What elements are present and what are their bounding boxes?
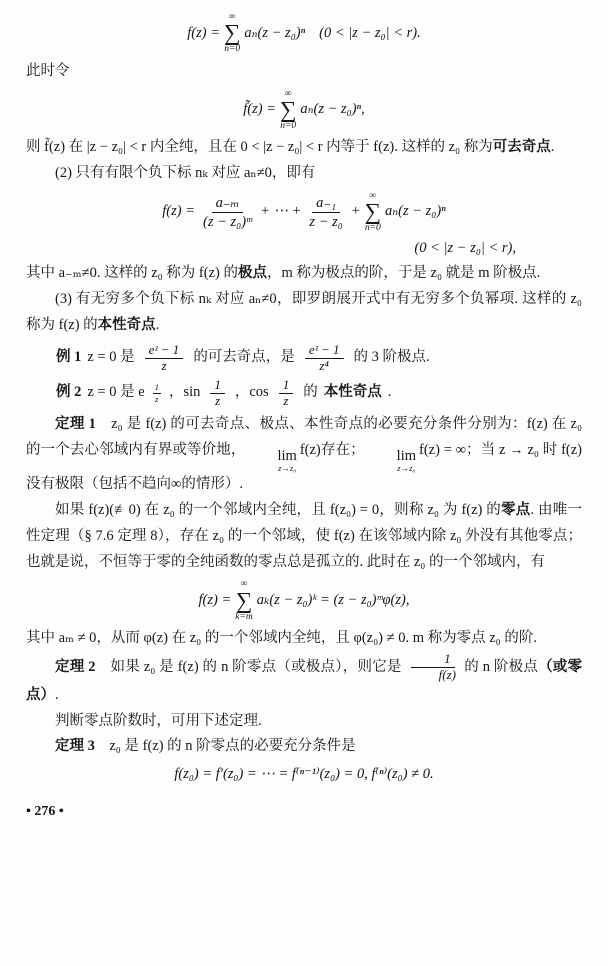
theorem-2 <box>26 652 582 709</box>
sum-upper-limit: ∞ <box>284 88 292 99</box>
text-segment: 的 n 阶极点 <box>463 658 539 675</box>
text-segment: z = 0 是 <box>87 349 135 366</box>
formula-condition: (0 < |z − z₀| < r). <box>319 24 421 41</box>
sigma-glyph: ∑ <box>364 199 381 225</box>
theorem-3 <box>26 734 582 760</box>
text-segment: ，sin <box>168 384 201 401</box>
text-segment: 的可去奇点，是 <box>193 349 295 366</box>
term-or-zero: （或零点） <box>26 658 583 703</box>
paragraph-let-intro: 此时令 <box>26 62 70 79</box>
sum-upper-limit: ∞ <box>240 579 248 590</box>
fraction-numerator: eᶻ − 1 <box>145 343 184 359</box>
text-segment: f(z)存在； <box>299 442 365 459</box>
fraction-denominator: (z − z₀)ᵐ <box>203 213 253 230</box>
formula-ftilde-series <box>26 89 582 132</box>
text-segment: z₀ 是 f(z) 的可去奇点、极点、本性奇点的必要充分条件分别为：f(z) 在 z₀ 的一个去心邻域内有界或等价地， <box>26 416 583 459</box>
formula-operator: + ⋯ + <box>260 203 302 220</box>
term-pole: 极点 <box>237 265 267 282</box>
paragraph-case2: (2) 只有有限个负下标 nₖ 对应 aₙ≠0，即有 <box>55 165 316 182</box>
lim-glyph: lim <box>396 448 417 465</box>
fraction-numerator: 1 <box>210 378 225 394</box>
theorem-3-label: 定理 3 <box>55 738 95 755</box>
paragraph-removable-singularity <box>26 135 582 161</box>
sum-lower-limit: n=0 <box>280 120 297 131</box>
text-segment: 如果 z₀ 是 f(z) 的 n 阶零点（或极点），则它是 <box>110 658 402 675</box>
fraction-denominator: f(z) <box>438 666 456 682</box>
limit-notation <box>249 449 297 472</box>
term-essential-singularity: 本性奇点 <box>97 316 156 333</box>
fraction <box>305 343 344 374</box>
fraction-denominator: z⁴ <box>319 357 329 373</box>
exponent-fraction <box>153 382 161 403</box>
fraction <box>279 378 294 409</box>
formula-body: aₙ(z − z₀)ⁿ, <box>300 101 365 118</box>
sum-lower-limit: k=m <box>235 611 253 622</box>
text-segment: ，cos <box>234 384 269 401</box>
sigma-glyph: ∑ <box>235 587 253 613</box>
fraction-numerator: a₋₁ <box>312 194 340 213</box>
fraction-numerator: 1 <box>411 652 455 668</box>
fraction <box>199 194 256 231</box>
text-segment: . <box>55 686 59 703</box>
page-number: • 276 • <box>26 804 64 819</box>
text-segment: 如果 f(z)(≢0) 在 z₀ 的一个邻域内全纯，且 f(z₀) = 0，则称 z₀ 为 f(z) 的 <box>55 502 501 519</box>
fraction-numerator: eᶻ − 1 <box>305 343 344 359</box>
text-segment: . <box>155 316 160 333</box>
text-segment: . 由唯一性定理（§ 7.6 定理 8），存在 z₀ 的一个邻域，使 f(z) 在该邻域内除 z₀ 外没有其他零点；也就是说，不恒等于零的全纯函数的零点总是孤立的. 此时在 z₀ 的一个邻域内，有 <box>26 502 582 570</box>
lim-subscript: z→z₀ <box>397 462 416 473</box>
text-segment: (3) 有无穷多个负下标 nₖ 对应 aₙ≠0，即罗朗展开式中有无穷多个负幂项. 这样的 z₀ 称为 f(z) 的 <box>26 291 582 333</box>
sum-lower-limit: n=0 <box>224 44 241 55</box>
formula-body: aₙ(z − z₀)ⁿ <box>385 203 446 220</box>
formula-lhs: f̃(z) = <box>243 101 276 118</box>
sigma-glyph: ∑ <box>280 96 297 122</box>
theorem-2-label: 定理 2 <box>55 658 96 675</box>
formula-operator: + <box>350 203 361 220</box>
text-segment: 则 f̃(z) 在 |z − z₀| < r 内全纯，且在 0 < |z − z₀| < r 内等于 f(z). 这样的 z₀ 称为 <box>26 139 493 156</box>
summation-symbol <box>235 579 253 622</box>
example-2-label: 例 2 <box>56 384 82 401</box>
fraction <box>305 194 346 231</box>
paragraph-case3 <box>26 287 582 339</box>
formula-lhs: f(z) = <box>187 24 221 41</box>
text-segment: ，m 称为极点的阶，于是 z₀ 就是 m 阶极点. <box>266 265 541 282</box>
fraction-denominator: z <box>161 357 167 373</box>
paragraph-judge-order: 判断零点阶数时，可用下述定理. <box>55 712 262 729</box>
example-1 <box>26 343 582 374</box>
lim-glyph: lim <box>277 448 297 465</box>
text-segment: . <box>550 139 555 156</box>
example-2 <box>26 378 582 409</box>
lim-subscript: z→z₀ <box>278 462 297 473</box>
fraction-denominator: z − z₀ <box>309 213 343 230</box>
fraction-numerator: a₋ₘ <box>212 194 244 213</box>
formula-zero-factorization <box>26 579 582 622</box>
formula-body: aₖ(z − z₀)ᵏ = (z − z₀)ᵐφ(z), <box>256 592 410 609</box>
sum-lower-limit: n=0 <box>364 223 381 234</box>
fraction <box>406 652 460 683</box>
term-essential-singularity: 本性奇点 <box>323 384 382 401</box>
text-segment: z₀ 是 f(z) 的 n 阶零点的必要充分条件是 <box>109 738 356 755</box>
fraction-denominator: z <box>283 392 289 408</box>
text-segment: f(z) = ∞；当 z → z₀ 时 f(z) 没有极限（包括不趋向∞的情形）. <box>26 442 583 493</box>
summation-symbol <box>280 89 296 132</box>
summation-symbol <box>224 12 240 55</box>
formula-lhs: f(z) = <box>198 592 232 609</box>
formula-laurent-series <box>26 12 582 55</box>
sigma-glyph: ∑ <box>224 20 241 46</box>
paragraph-order-definition: 其中 aₘ ≠ 0，从而 φ(z) 在 z₀ 的一个邻域内全纯，且 φ(z₀) ≠ 0. m 称为零点 z₀ 的阶. <box>26 630 537 647</box>
formula-pole-expansion <box>26 191 582 234</box>
formula-body: aₙ(z − z₀)ⁿ <box>244 24 306 41</box>
fraction-denominator: z <box>215 392 221 408</box>
paragraph-zero-definition <box>26 498 582 575</box>
text-segment: 其中 a₋ₘ≠0. 这样的 z₀ 称为 f(z) 的 <box>26 265 238 282</box>
text-segment: z = 0 是 e <box>87 384 145 401</box>
theorem-1 <box>26 412 582 498</box>
example-1-label: 例 1 <box>56 349 82 366</box>
fraction-denominator: z <box>155 393 159 404</box>
formula-derivative-criterion: f(z₀) = f′(z₀) = ⋯ = f⁽ⁿ⁻¹⁾(z₀) = 0, f⁽ⁿ⁾(z₀) ≠ 0. <box>174 766 434 783</box>
summation-symbol <box>365 191 381 234</box>
formula-lhs: f(z) = <box>162 203 196 220</box>
limit-notation <box>368 449 416 472</box>
fraction-numerator: 1 <box>279 378 294 394</box>
text-segment: 的 3 阶极点. <box>353 349 430 366</box>
text-segment: . <box>387 384 392 401</box>
paragraph-pole-definition <box>26 261 582 287</box>
sum-upper-limit: ∞ <box>369 190 377 201</box>
term-removable-singularity: 可去奇点 <box>492 139 551 156</box>
fraction-numerator: 1 <box>154 382 159 393</box>
fraction <box>210 378 225 409</box>
term-zero: 零点 <box>501 502 531 519</box>
fraction <box>145 343 184 374</box>
sum-upper-limit: ∞ <box>228 12 236 22</box>
formula-pole-condition: (0 < |z − z₀| < r), <box>414 239 516 256</box>
theorem-1-label: 定理 1 <box>55 416 96 433</box>
text-segment: 的 <box>303 384 318 401</box>
